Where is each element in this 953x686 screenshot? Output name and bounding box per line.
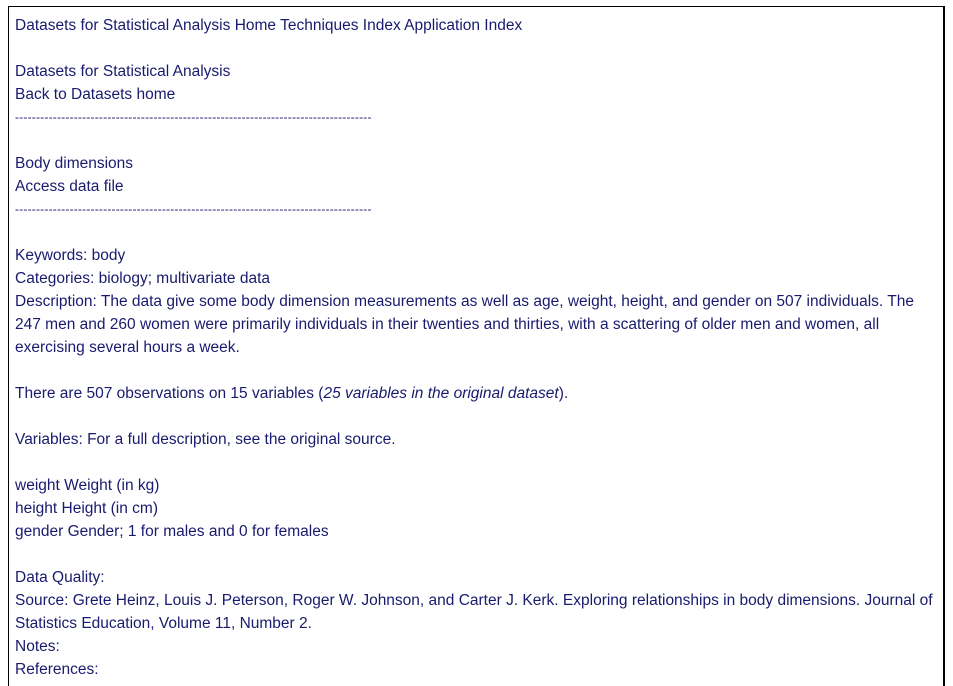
source: Source: Grete Heinz, Louis J. Peterson, Roger W. Johnson, and Carter J. Kerk. Exploring relationships in body dimensions. Journal of Statistics Education, Volume 11, Number 2.	[15, 592, 933, 632]
application-index-link[interactable]: Application Index	[404, 17, 523, 34]
description: Description: The data give some body dimension measurements as well as age, weight, height, and gender on 507 individuals. The 247 men and 260 women were primarily individuals in their twenties and thirties, with a scattering of older men and women, all exercising several hours a week.	[15, 293, 914, 356]
access-data-file-link[interactable]: Access data file	[15, 178, 124, 195]
spacer	[15, 451, 940, 474]
observations-italic: 25 variables in the original dataset	[323, 385, 559, 402]
observations-suffix: ).	[558, 385, 569, 402]
observations-text	[15, 382, 940, 405]
keywords: Keywords: body	[15, 247, 126, 264]
notes: Notes:	[15, 638, 60, 655]
categories: Categories: biology; multivariate data	[15, 270, 271, 287]
page-title: Datasets for Statistical Analysis	[15, 63, 231, 80]
page-frame	[8, 6, 945, 686]
separator-line: -------------------------------------------------------------------------------------	[15, 202, 372, 216]
techniques-index-link[interactable]: Techniques Index	[280, 17, 401, 34]
variable-item-height: height Height (in cm)	[15, 500, 159, 517]
data-quality: Data Quality:	[15, 569, 105, 586]
dataset-name: Body dimensions	[15, 155, 134, 172]
top-nav	[15, 14, 940, 37]
variable-item-weight: weight Weight (in kg)	[15, 477, 160, 494]
spacer	[15, 359, 940, 382]
back-to-datasets-link[interactable]: Back to Datasets home	[15, 86, 176, 103]
page-content	[15, 14, 940, 681]
spacer	[15, 543, 940, 566]
separator-line: -------------------------------------------------------------------------------------	[15, 110, 372, 124]
site-title-link[interactable]: Datasets for Statistical Analysis	[15, 17, 231, 34]
spacer	[15, 37, 940, 60]
observations-prefix: There are 507 observations on 15 variables (	[15, 385, 324, 402]
spacer	[15, 129, 940, 152]
variables-intro: Variables: For a full description, see the original source.	[15, 431, 396, 448]
spacer	[15, 405, 940, 428]
home-link[interactable]: Home	[234, 17, 277, 34]
variable-item-gender: gender Gender; 1 for males and 0 for females	[15, 523, 329, 540]
references: References:	[15, 661, 99, 678]
spacer	[15, 221, 940, 244]
